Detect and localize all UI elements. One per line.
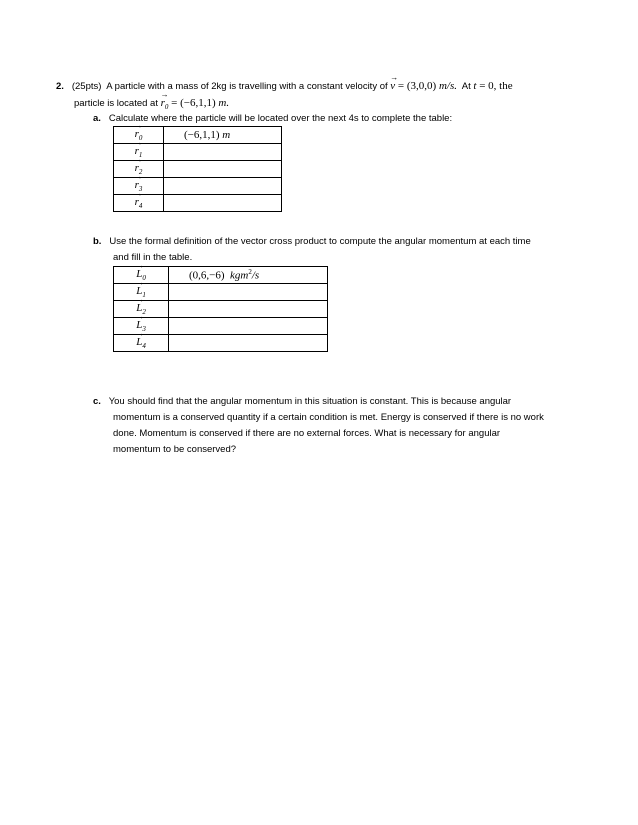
table-cell-label: → $r_2$ (114, 161, 164, 178)
table-row (114, 284, 328, 301)
part-c-line-3: done. Momentum is conserved if there are no external forces. What is necessary for angular (113, 428, 501, 439)
part-c-prompt (93, 394, 544, 458)
part-b-line-1: Use the formal definition of the vector cross product to compute the angular momentum at each time (109, 236, 531, 247)
table-cell-label: → $r_4$ (114, 195, 164, 212)
table-cell-value[interactable] (169, 284, 328, 301)
position-table (113, 126, 282, 212)
velocity-value: = (3,0,0) (397, 80, 437, 92)
question-line-1 (56, 80, 513, 92)
table-cell-label: → $L_4$ (114, 335, 169, 352)
velocity-unit: m/s. (438, 80, 457, 92)
question-number: 2. (56, 81, 64, 92)
question-text-2: particle is located at (74, 98, 158, 109)
time-symbol: t (473, 80, 477, 92)
table-row (114, 195, 282, 212)
table-cell-value[interactable] (169, 301, 328, 318)
table-cell-label: → $L_0$ (114, 267, 169, 284)
position-symbol: → r (161, 97, 165, 109)
table-cell-value[interactable] (169, 318, 328, 335)
table-cell-label: → $r_0$ (114, 127, 164, 144)
question-line-2 (74, 97, 229, 111)
position-unit: m. (218, 97, 230, 109)
part-a-prompt (93, 113, 452, 124)
part-a-label: a. (93, 113, 101, 124)
at-text: At (461, 81, 471, 92)
table-row (114, 267, 328, 284)
position-value: = (−6,1,1) (171, 97, 216, 109)
table-cell-label: → $L_3$ (114, 318, 169, 335)
table-cell-value[interactable] (164, 178, 282, 195)
part-a-text: Calculate where the particle will be located over the next 4s to complete the table: (108, 113, 453, 124)
question-text-1: A particle with a mass of 2kg is travelling with a constant velocity of (106, 81, 388, 92)
table-row (114, 318, 328, 335)
part-c-line-2: momentum is a conserved quantity if a certain condition is met. Energy is conserved if there is no work (113, 412, 544, 423)
table-cell-value[interactable]: (0,6,−6) kgm$^2$/s (169, 267, 328, 284)
question-points: (25pts) (71, 81, 102, 92)
time-value: = 0, the (479, 80, 513, 92)
part-b-label: b. (93, 236, 102, 247)
table-cell-label: → $r_3$ (114, 178, 164, 195)
angular-momentum-table (113, 266, 328, 352)
table-cell-value[interactable]: (−6,1,1) m (164, 127, 282, 144)
table-cell-label: → $L_1$ (114, 284, 169, 301)
table-cell-label: → $r_1$ (114, 144, 164, 161)
part-b-line-2: and fill in the table. (113, 252, 193, 263)
table-cell-value[interactable] (169, 335, 328, 352)
position-subscript: 0 (164, 103, 169, 112)
velocity-symbol: → v (390, 80, 395, 92)
table-cell-value[interactable] (164, 195, 282, 212)
table-cell-value[interactable] (164, 144, 282, 161)
part-b-prompt (93, 234, 531, 266)
part-c-line-1: You should find that the angular momentum in this situation is constant. This is because angular (108, 396, 512, 407)
table-cell-label: → $L_2$ (114, 301, 169, 318)
table-row (114, 335, 328, 352)
table-cell-value[interactable] (164, 161, 282, 178)
part-c-label: c. (93, 396, 101, 407)
table-row (114, 301, 328, 318)
part-c-line-4: momentum to be conserved? (113, 444, 237, 455)
